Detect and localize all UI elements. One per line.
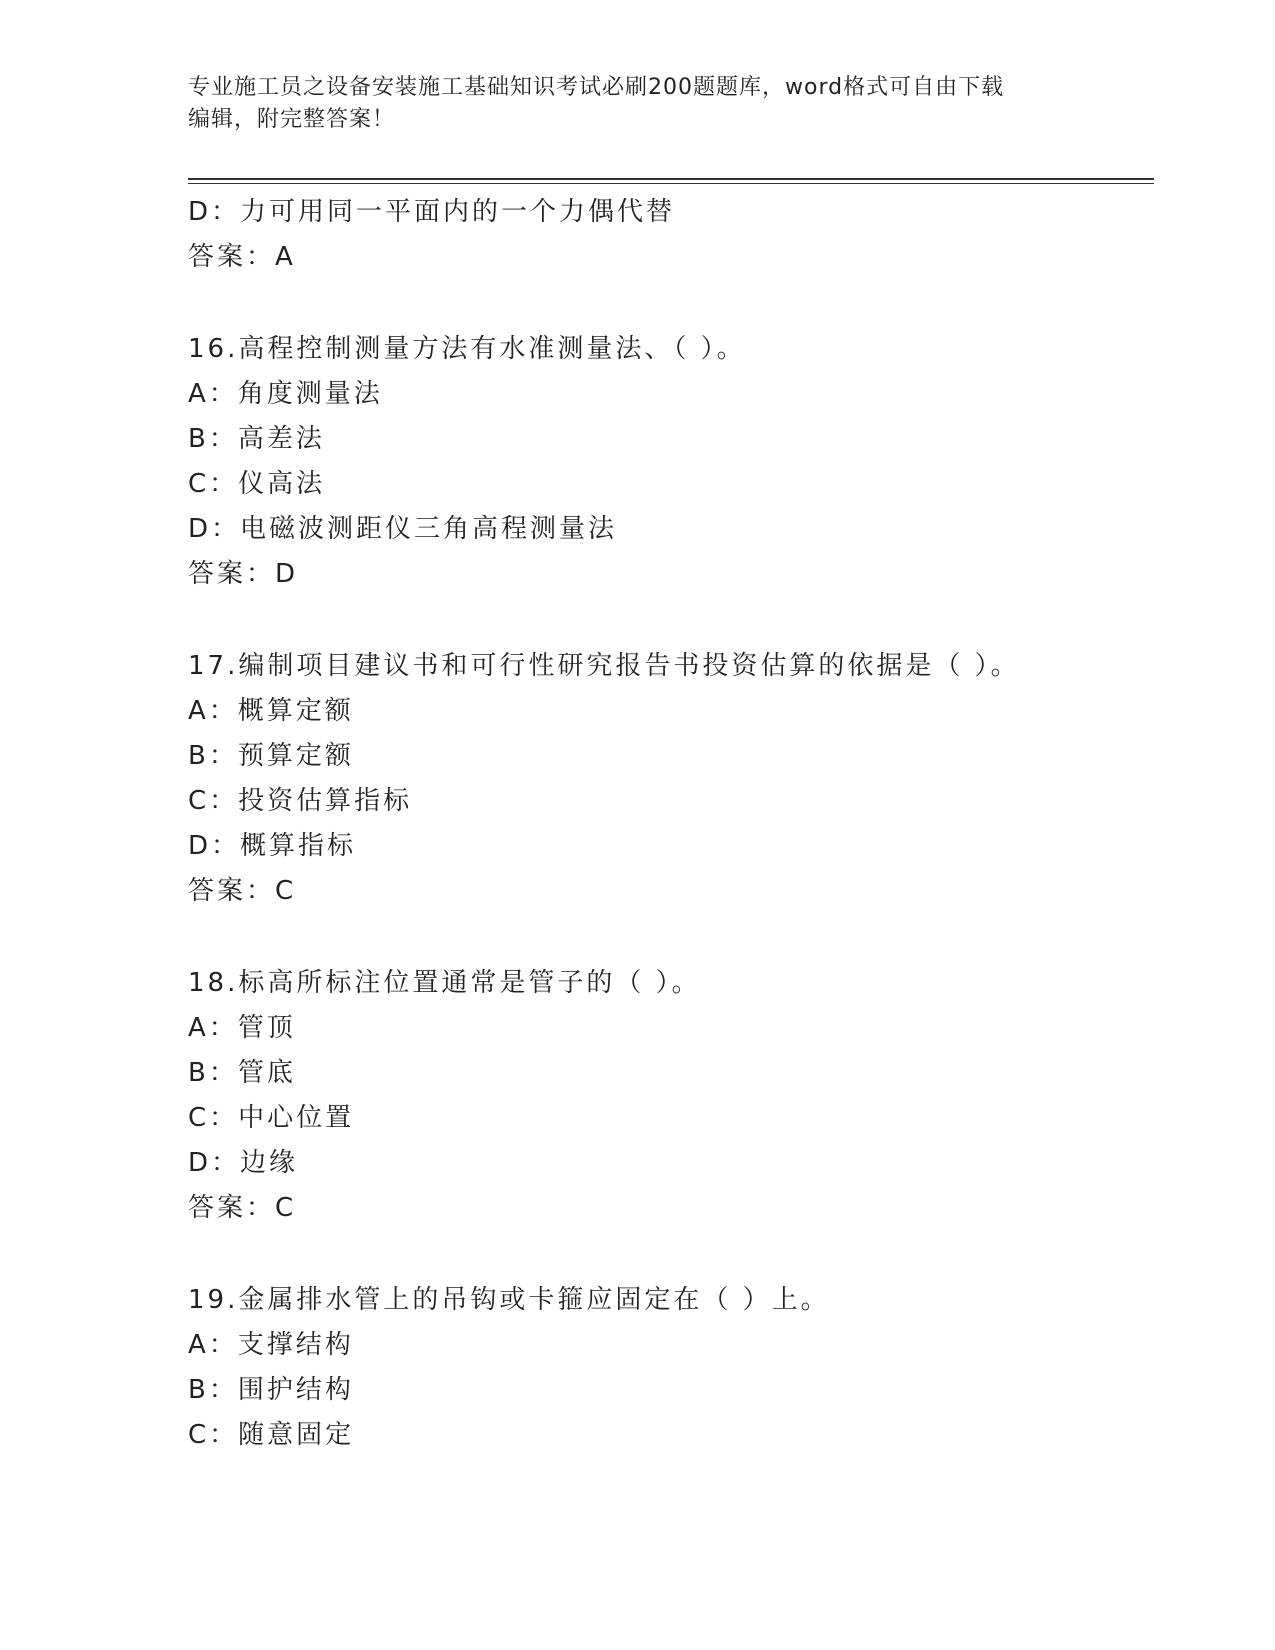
option-a: A：角度测量法 [188, 379, 383, 409]
document-header [188, 72, 1068, 136]
option-c: C：随意固定 [188, 1420, 355, 1450]
option-c: C：中心位置 [188, 1103, 355, 1133]
question-list [188, 190, 1148, 1458]
answer-line: 答案：A [188, 242, 296, 272]
option-c: C：仪高法 [188, 469, 326, 499]
answer-line: 答案：D [188, 559, 299, 589]
option-d: D：概算指标 [188, 831, 357, 861]
option-c: C：投资估算指标 [188, 786, 413, 816]
question-stem: 19.金属排水管上的吊钩或卡箍应固定在（ ）上。 [188, 1285, 830, 1315]
header-divider-thick [188, 178, 1154, 180]
question-stem: 16.高程控制测量方法有水准测量法、（ ）。 [188, 334, 746, 364]
spacer [188, 597, 1148, 644]
spacer [188, 914, 1148, 961]
header-title-line1: 专业施工员之设备安装施工基础知识考试必刷200题题库，word格式可自由下载 [188, 75, 1005, 100]
option-a: A：管顶 [188, 1013, 296, 1043]
option-b: B：预算定额 [188, 741, 354, 771]
option-b: B：高差法 [188, 424, 325, 454]
option-d: D：电磁波测距仪三角高程测量法 [188, 514, 618, 544]
header-title-line2: 编辑，附完整答案！ [188, 107, 396, 132]
option-a: A：概算定额 [188, 696, 354, 726]
option-b: B：围护结构 [188, 1375, 354, 1405]
answer-line: 答案：C [188, 1193, 297, 1223]
option-d: D：力可用同一平面内的一个力偶代替 [188, 197, 676, 227]
option-d: D：边缘 [188, 1148, 299, 1178]
header-divider-thin [188, 183, 1154, 184]
question-stem: 18.标高所标注位置通常是管子的（ ）。 [188, 968, 701, 998]
option-a: A：支撑结构 [188, 1330, 354, 1360]
option-b: B：管底 [188, 1058, 296, 1088]
question-stem: 17.编制项目建议书和可行性研究报告书投资估算的依据是（ ）。 [188, 651, 1020, 681]
spacer [188, 1231, 1148, 1278]
spacer [188, 280, 1148, 327]
answer-line: 答案：C [188, 876, 297, 906]
